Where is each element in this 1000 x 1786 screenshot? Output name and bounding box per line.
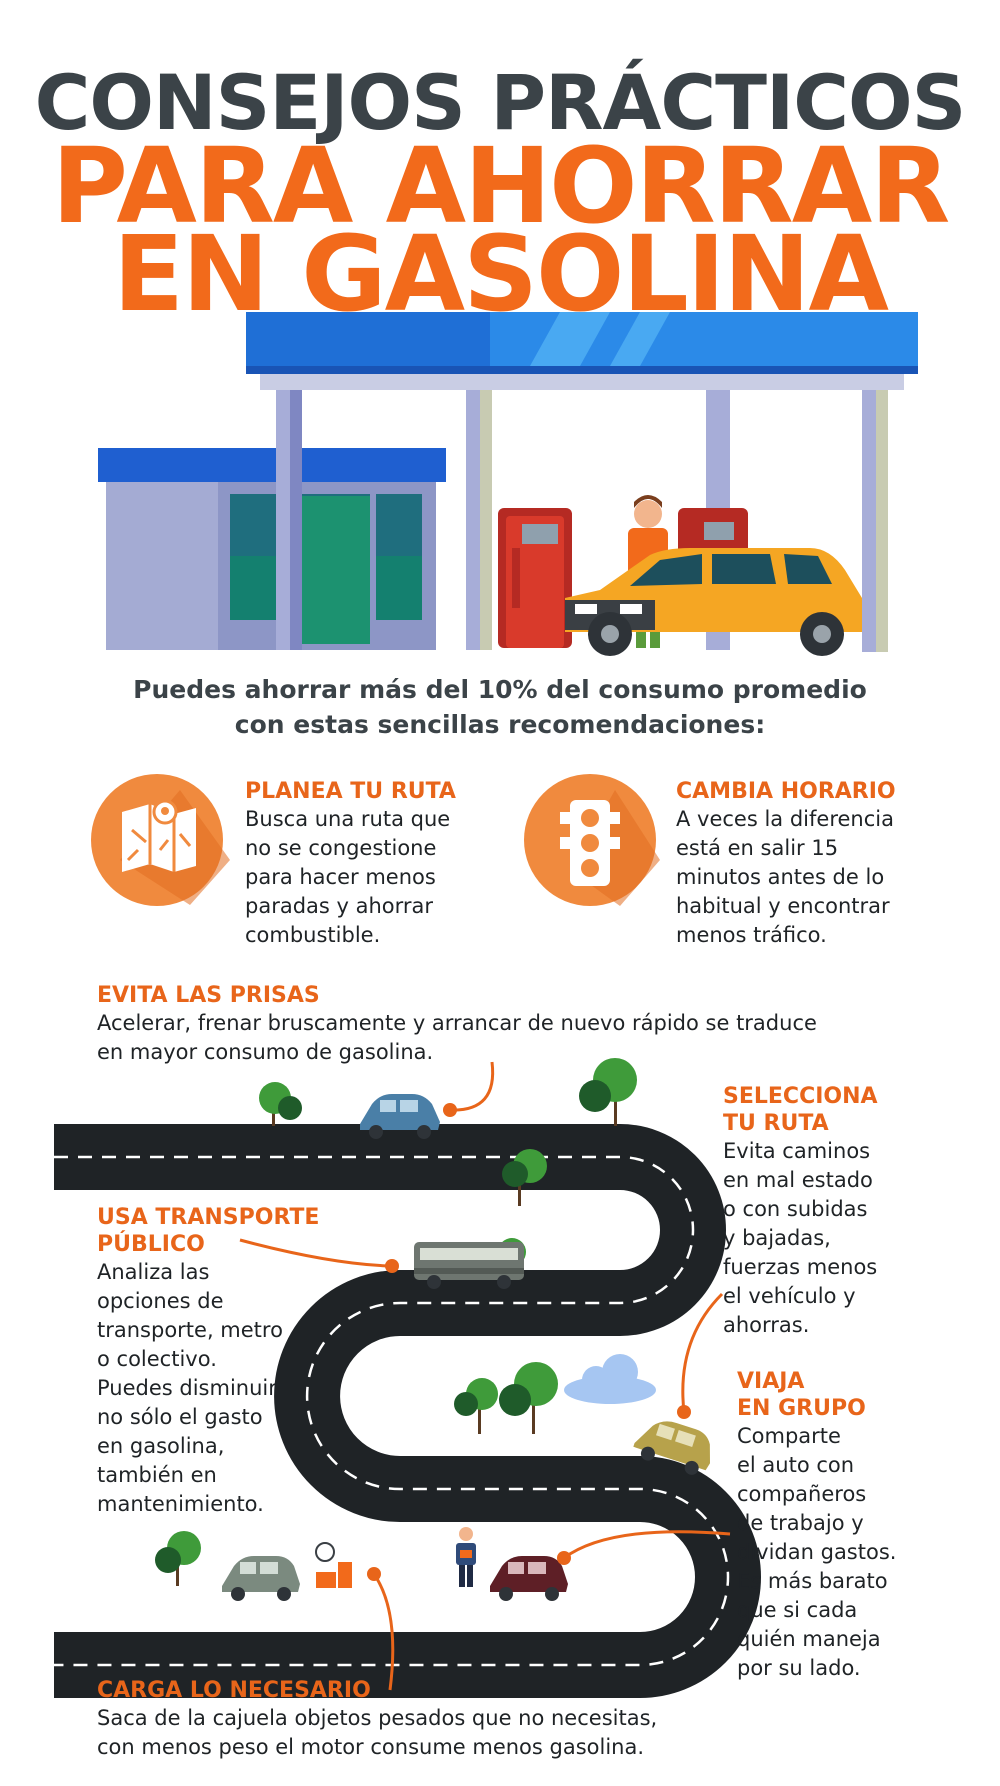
intro-text xyxy=(0,672,1000,742)
luggage-icon xyxy=(316,1543,352,1588)
tip-line: que si cada xyxy=(737,1598,858,1622)
cloud xyxy=(564,1354,656,1404)
gray-car xyxy=(222,1556,300,1601)
traffic-light-icon xyxy=(524,774,660,906)
tip-line: no se congestione xyxy=(245,836,437,860)
title-line-1: CONSEJOS PRÁCTICOS xyxy=(34,58,966,147)
tip-line: A veces la diferencia xyxy=(676,807,894,831)
person-figure xyxy=(456,1527,476,1587)
tip-body xyxy=(723,1137,878,1340)
map-pin-icon xyxy=(91,774,230,906)
tip-line: opciones de xyxy=(97,1289,224,1313)
intro-line: con estas sencillas recomendaciones: xyxy=(234,710,766,739)
tip-heading xyxy=(737,1368,896,1422)
tip-line: fuerzas menos xyxy=(723,1255,878,1279)
tip-line: también en xyxy=(97,1463,217,1487)
tip-line: por su lado. xyxy=(737,1656,861,1680)
tip-line: con menos peso el motor consume menos gasolina. xyxy=(97,1735,645,1759)
tip-line: y bajadas, xyxy=(723,1226,831,1250)
tip-heading-line: EN GRUPO xyxy=(737,1396,866,1421)
tip-body xyxy=(676,805,896,950)
tip-selecciona-ruta xyxy=(723,1083,878,1340)
tip-evita-prisas xyxy=(97,982,817,1067)
tip-line: minutos antes de lo xyxy=(676,865,885,889)
tip-line: o colectivo. xyxy=(97,1347,217,1371)
tip-line: Acelerar, frenar bruscamente y arrancar de nuevo rápido se traduce xyxy=(97,1011,817,1035)
tip-heading: PLANEA TU RUTA xyxy=(245,779,456,804)
tip-line: Es más barato xyxy=(737,1569,888,1593)
tip-line: quién maneja xyxy=(737,1627,881,1651)
tip-heading: CARGA LO NECESARIO xyxy=(97,1678,371,1703)
tip-body xyxy=(97,1704,657,1762)
tip-heading xyxy=(723,1083,878,1137)
tip-line: dividan gastos. xyxy=(737,1540,897,1564)
tip-carga-necesario xyxy=(97,1677,657,1762)
tip-transporte-publico xyxy=(97,1204,319,1519)
tip-body xyxy=(97,1258,319,1519)
tip-body xyxy=(97,1009,817,1067)
tip-heading-line: SELECCIONA xyxy=(723,1084,878,1109)
tip-line: el vehículo y xyxy=(723,1284,856,1308)
tip-line: Evita caminos xyxy=(723,1139,871,1163)
store-door xyxy=(300,496,370,644)
tip-line: Analiza las xyxy=(97,1260,210,1284)
tip-line: no sólo el gasto xyxy=(97,1405,263,1429)
tip-line: paradas y ahorrar xyxy=(245,894,434,918)
tip-body xyxy=(245,805,456,950)
tip-line: o con subidas xyxy=(723,1197,868,1221)
tip-line: combustible. xyxy=(245,923,381,947)
tip-line: Saca de la cajuela objetos pesados que no necesitas, xyxy=(97,1706,658,1730)
tip-line: está en salir 15 xyxy=(676,836,839,860)
tip-heading-line: VIAJA xyxy=(737,1369,805,1394)
title-line-2: PARA AHORRAR xyxy=(51,125,949,247)
maroon-car xyxy=(490,1556,568,1601)
tip-body xyxy=(737,1422,896,1683)
gas-station-illustration xyxy=(98,312,918,656)
tip-line: Busca una ruta que xyxy=(245,807,451,831)
tip-line: compañeros xyxy=(737,1482,867,1506)
tip-line: menos tráfico. xyxy=(676,923,827,947)
tip-line: mantenimiento. xyxy=(97,1492,264,1516)
tip-line: en gasolina, xyxy=(97,1434,225,1458)
store-roof xyxy=(98,448,446,482)
tip-line: en mal estado xyxy=(723,1168,873,1192)
tip-line: el auto con xyxy=(737,1453,855,1477)
intro-line: Puedes ahorrar más del 10% del consumo promedio xyxy=(133,675,867,704)
tip-line: habitual y encontrar xyxy=(676,894,890,918)
tip-heading-line: PÚBLICO xyxy=(97,1232,205,1257)
tip-line: de trabajo y xyxy=(737,1511,864,1535)
tip-heading-line: USA TRANSPORTE xyxy=(97,1205,320,1230)
tip-viaja-grupo xyxy=(737,1368,896,1683)
tip-heading: CAMBIA HORARIO xyxy=(676,779,896,804)
tip-line: Comparte xyxy=(737,1424,841,1448)
tip-heading: EVITA LAS PRISAS xyxy=(97,983,320,1008)
tip-planea-ruta xyxy=(245,778,456,950)
tip-heading-line: TU RUTA xyxy=(723,1111,829,1136)
tip-line: transporte, metro xyxy=(97,1318,283,1342)
tip-cambia-horario xyxy=(676,778,896,950)
tip-line: en mayor consumo de gasolina. xyxy=(97,1040,434,1064)
tip-line: para hacer menos xyxy=(245,865,436,889)
tip-heading xyxy=(97,1204,319,1258)
tip-line: ahorras. xyxy=(723,1313,810,1337)
title-line-3: EN GASOLINA xyxy=(113,213,887,335)
tip-line: Puedes disminuir xyxy=(97,1376,277,1400)
